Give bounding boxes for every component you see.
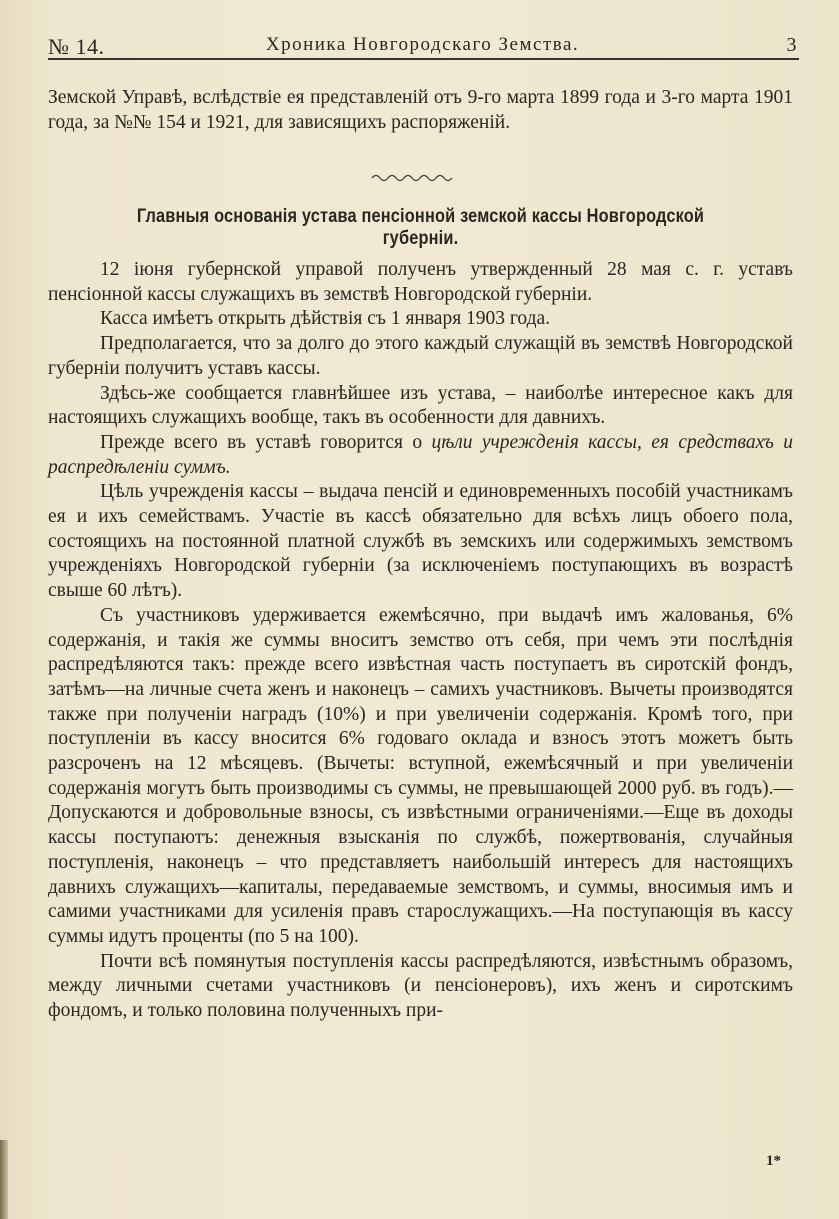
paragraph: Цѣль учрежденія кассы – выдача пенсій и единовременныхъ пособій участникамъ ея и ихъ семействамъ. Участіе въ кассѣ обязательно для всѣхъ лицъ обоего пола, состоящихъ на постоянной платной службѣ въ земскихъ или содержимыхъ земствомъ учрежденіяхъ Новгородской губерніи (за исключеніемъ поступающихъ въ возрастѣ свыше 60 лѣтъ). [48,481,793,602]
paragraph: Съ участниковъ удерживается ежемѣсячно, при выдачѣ имъ жалованья, 6% содержанія, и такія же суммы вноситъ земство отъ себя, при чемъ эти послѣднія распредѣляются такъ: прежде всего извѣстная часть поступаетъ въ сиротскій фондъ, затѣмъ—на личные счета женъ и наконецъ – самихъ участниковъ. Вычеты производятся также при полученіи наградъ (10%) и при увеличеніи содержанія. Кромѣ того, при поступленіи въ кассу вносится 6% годоваго оклада и взносъ этотъ можетъ быть разсроченъ на 12 мѣсяцевъ. (Вычеты: вступной, ежемѣсячный и при увеличеніи содержанія могутъ быть производимы съ суммы, не превышающей 2000 руб. въ годъ).—Допускаются и добровольные взносы, съ извѣстными ограниченіями.—Еще въ доходы кассы поступаютъ: денежныя взысканія по службѣ, пожертвованія, случайныя поступленія, наконецъ – что представляетъ наибольшій интересъ для настоящихъ давнихъ служащихъ—капиталы, передаваемые земствомъ, и суммы, вносимыя имъ и самими участниками для усиленія правъ старослужащихъ.—На поступающія въ кассу суммы идутъ проценты (по 5 на 100). [48,604,793,947]
paragraph-text: Прежде всего въ уставѣ говорится о [100,431,423,453]
header-rule [48,58,799,60]
page-number: 3 [786,34,797,56]
paragraph: Касса имѣетъ открыть дѣйствія съ 1 января 1903 года. [100,308,551,330]
paragraph: 12 іюня губернской управой полученъ утвержденный 28 мая с. г. уставъ пенсіонной кассы служащихъ въ земствѣ Новгородской губерніи. [48,259,793,305]
paragraph-italic: цѣли учрежденія кассы, ея средствахъ и распредѣленіи суммъ. [48,431,793,478]
main-text [48,258,793,1024]
signature-mark: 1* [766,1153,781,1169]
binding-edge [0,1140,8,1219]
running-head [48,30,797,60]
paragraph [48,431,793,480]
paragraph: Почти всѣ помянутыя поступленія кассы распредѣляются, извѣстнымъ образомъ, между личными счетами участниковъ (и пенсіонеровъ), ихъ женъ и сиротскимъ фондомъ, и только половина полученныхъ при- [48,950,793,1022]
intro-block [48,86,793,135]
paragraph: Здѣсь-же сообщается главнѣйшее изъ устава, – наиболѣе интересное какъ для настоящихъ служащихъ вообще, такъ въ особенности для давнихъ. [48,382,793,429]
journal-title: Хроника Новгородскаго Земства. [265,34,580,55]
section-heading: Главныя основанія устава пенсіонной земской кассы Новгородской губерніи. [136,206,705,249]
issue-number: № 14. [48,34,105,59]
ornament-divider [370,172,454,184]
paragraph: Предполагается, что за долго до этого каждый служащій въ земствѣ Новгородской губерніи получитъ уставъ кассы. [48,333,793,379]
intro-paragraph: Земской Управѣ, вслѣдствіе ея представленій отъ 9-го марта 1899 года и 3-го марта 1901 года, за №№ 154 и 1921, для зависящихъ распоряженій. [48,87,793,133]
